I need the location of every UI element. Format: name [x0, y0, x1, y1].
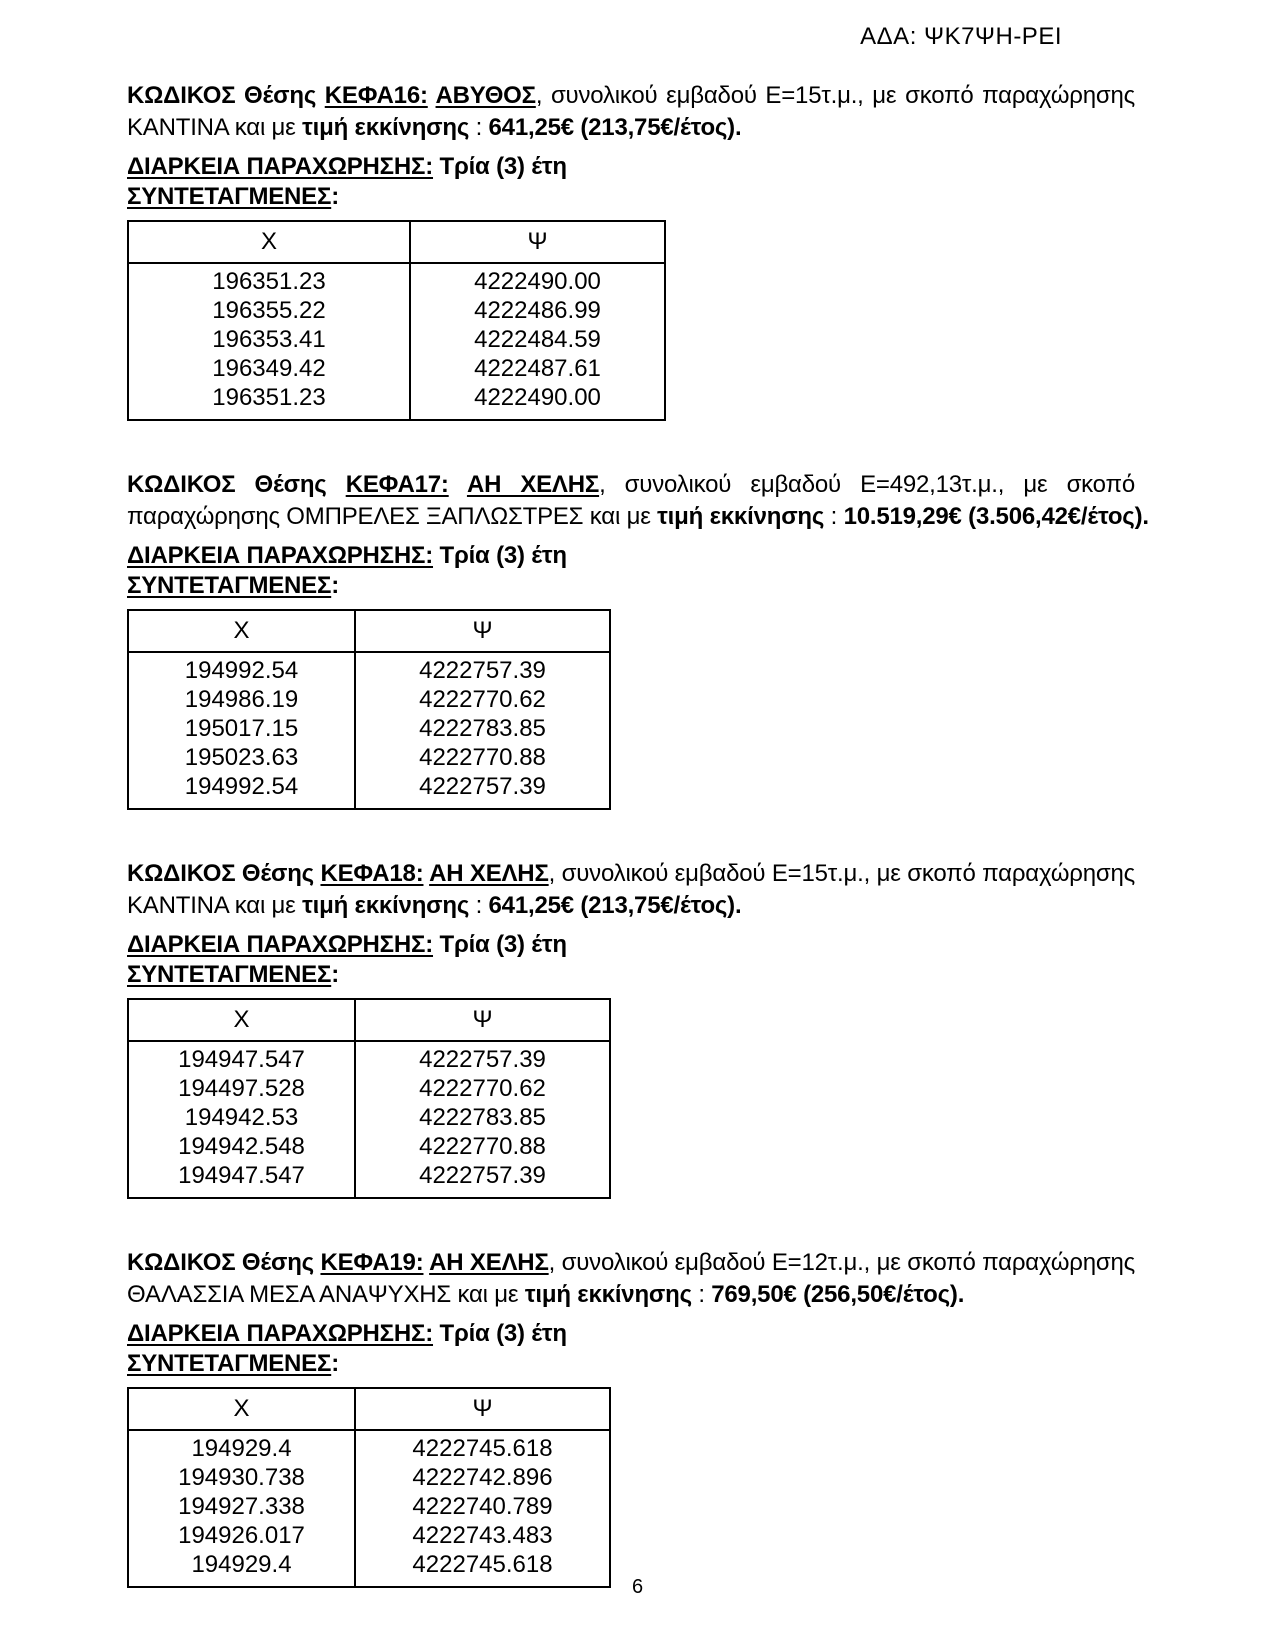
table-row — [128, 1430, 610, 1463]
code-label: ΚΩΔΙΚΟΣ Θέσης — [127, 860, 321, 887]
table-row — [128, 1492, 610, 1521]
coordinates-colon: : — [331, 183, 339, 210]
coordinate-cell: 195017.15 — [128, 714, 355, 743]
coordinate-cell: 194929.4 — [128, 1430, 355, 1463]
coordinates-label-text: ΣΥΝΤΕΤΑΓΜΕΝΕΣ — [127, 572, 332, 599]
coordinate-cell: 4222757.39 — [355, 1041, 610, 1074]
coordinate-cell: 194927.338 — [128, 1492, 355, 1521]
section-heading-line2 — [127, 890, 1135, 922]
coordinates-label — [127, 1349, 1135, 1379]
coordinates-colon: : — [331, 572, 339, 599]
duration-label: ΔΙΑΡΚΕΙΑ ΠΑΡΑΧΩΡΗΣΗΣ: — [127, 542, 434, 569]
table-row — [128, 714, 610, 743]
position-name: ΑΗ ΧΕΛΗΣ — [429, 860, 549, 887]
column-header-x: Χ — [128, 221, 410, 263]
heading-line2-lead: ΚΑΝΤΙΝΑ και με — [127, 892, 303, 919]
coordinate-cell: 4222745.618 — [355, 1550, 610, 1587]
heading-line2-lead: παραχώρησης ΟΜΠΡΕΛΕΣ ΞΑΠΛΩΣΤΡΕΣ και με — [127, 503, 658, 530]
duration-value: Τρία (3) έτη — [433, 153, 567, 180]
coordinate-cell: 194992.54 — [128, 652, 355, 685]
table-row — [128, 1074, 610, 1103]
table-row — [128, 1041, 610, 1074]
table-row — [128, 685, 610, 714]
ada-reference — [127, 24, 1062, 50]
coordinate-cell: 194926.017 — [128, 1521, 355, 1550]
position-code: ΚΕΦΑ18: — [320, 860, 424, 887]
position-name: ΑΒΥΘΟΣ — [435, 82, 536, 109]
coordinate-cell: 4222745.618 — [355, 1430, 610, 1463]
price-separator: : — [469, 114, 489, 141]
page-number: 6 — [631, 1576, 644, 1598]
price-label: τιμή εκκίνησης — [524, 1281, 692, 1308]
section-heading-line2 — [127, 501, 1149, 533]
coordinate-cell: 4222757.39 — [355, 1161, 610, 1198]
coordinate-cell: 4222487.61 — [410, 354, 665, 383]
table-row — [128, 1463, 610, 1492]
heading-line1-tail: , συνολικού εμβαδού Ε=492,13τ.μ., με σκοπό — [599, 471, 1135, 498]
duration-label: ΔΙΑΡΚΕΙΑ ΠΑΡΑΧΩΡΗΣΗΣ: — [127, 153, 434, 180]
coordinate-cell: 4222757.39 — [355, 652, 610, 685]
section-heading-line1 — [127, 469, 1135, 501]
coordinates-table-kefa17 — [127, 609, 611, 810]
position-code: ΚΕΦΑ19: — [320, 1249, 424, 1276]
duration-line — [127, 541, 1135, 571]
coordinate-cell: 4222484.59 — [410, 325, 665, 354]
section-kefa19 — [127, 1247, 1135, 1588]
coordinate-cell: 4222742.896 — [355, 1463, 610, 1492]
table-row — [128, 1132, 610, 1161]
table-row — [128, 1161, 610, 1198]
table-row — [128, 325, 665, 354]
coordinate-cell: 194942.548 — [128, 1132, 355, 1161]
price-separator: : — [824, 503, 844, 530]
table-row — [128, 1103, 610, 1132]
coordinate-cell: 194497.528 — [128, 1074, 355, 1103]
heading-line1-tail: , συνολικού εμβαδού Ε=15τ.μ., με σκοπό παραχώρησης — [535, 82, 1135, 109]
coordinate-cell: 4222770.88 — [355, 1132, 610, 1161]
coordinate-cell: 196355.22 — [128, 296, 410, 325]
duration-value: Τρία (3) έτη — [433, 1320, 567, 1347]
table-row — [128, 1521, 610, 1550]
column-header-x: Χ — [128, 999, 355, 1041]
column-header-x: Χ — [128, 610, 355, 652]
code-label: ΚΩΔΙΚΟΣ Θέσης — [127, 471, 346, 498]
duration-label: ΔΙΑΡΚΕΙΑ ΠΑΡΑΧΩΡΗΣΗΣ: — [127, 1320, 434, 1347]
table-row — [128, 652, 610, 685]
table-row — [128, 354, 665, 383]
coordinate-cell: 4222770.62 — [355, 685, 610, 714]
ada-reference-text: ΑΔΑ: ΨΚ7ΨΗ-ΡΕΙ — [860, 23, 1062, 50]
price-value: 769,50€ (256,50€/έτος). — [711, 1281, 965, 1308]
table-header-row — [128, 999, 610, 1041]
duration-line — [127, 1319, 1135, 1349]
table-header-row — [128, 610, 610, 652]
coordinates-label-text: ΣΥΝΤΕΤΑΓΜΕΝΕΣ — [127, 961, 332, 988]
coordinates-label-text: ΣΥΝΤΕΤΑΓΜΕΝΕΣ — [127, 1350, 332, 1377]
coordinate-cell: 4222490.00 — [410, 263, 665, 296]
table-row — [128, 383, 665, 420]
price-label: τιμή εκκίνησης — [302, 892, 470, 919]
coordinates-label-text: ΣΥΝΤΕΤΑΓΜΕΝΕΣ — [127, 183, 332, 210]
coordinate-cell: 196351.23 — [128, 383, 410, 420]
coordinates-table-kefa16 — [127, 220, 666, 421]
coordinate-cell: 194992.54 — [128, 772, 355, 809]
code-label: ΚΩΔΙΚΟΣ Θέσης — [127, 82, 325, 109]
price-value: 641,25€ (213,75€/έτος). — [488, 114, 742, 141]
price-value: 10.519,29€ (3.506,42€/έτος). — [843, 503, 1149, 530]
section-heading-line1 — [127, 858, 1135, 890]
position-name: ΑΗ ΧΕΛΗΣ — [466, 471, 600, 498]
coordinate-cell: 4222490.00 — [410, 383, 665, 420]
column-header-psi: Ψ — [355, 1388, 610, 1430]
price-value: 641,25€ (213,75€/έτος). — [488, 892, 742, 919]
duration-label: ΔΙΑΡΚΕΙΑ ΠΑΡΑΧΩΡΗΣΗΣ: — [127, 931, 434, 958]
coordinate-cell: 4222783.85 — [355, 714, 610, 743]
coordinate-cell: 194947.547 — [128, 1041, 355, 1074]
coordinate-cell: 194942.53 — [128, 1103, 355, 1132]
coordinate-cell: 4222770.62 — [355, 1074, 610, 1103]
table-header-row — [128, 221, 665, 263]
coordinate-cell: 194986.19 — [128, 685, 355, 714]
section-kefa17 — [127, 469, 1149, 810]
section-heading-line1 — [127, 1247, 1135, 1279]
table-header-row — [128, 1388, 610, 1430]
coordinate-cell: 4222757.39 — [355, 772, 610, 809]
coordinate-cell: 4222740.789 — [355, 1492, 610, 1521]
coordinate-cell: 195023.63 — [128, 743, 355, 772]
section-heading-line1 — [127, 80, 1135, 112]
heading-line1-tail: , συνολικού εμβαδού Ε=15τ.μ., με σκοπό παραχώρησης — [548, 860, 1135, 887]
coordinates-label — [127, 960, 1135, 990]
duration-value: Τρία (3) έτη — [433, 931, 567, 958]
coordinate-cell: 194930.738 — [128, 1463, 355, 1492]
table-row — [128, 772, 610, 809]
section-heading-line2 — [127, 112, 1135, 144]
position-code: ΚΕΦΑ16: — [324, 82, 428, 109]
price-label: τιμή εκκίνησης — [657, 503, 825, 530]
coordinate-cell: 4222486.99 — [410, 296, 665, 325]
coordinates-colon: : — [331, 1350, 339, 1377]
section-heading-line2 — [127, 1279, 1135, 1311]
coordinates-label — [127, 571, 1135, 601]
coordinate-cell: 196353.41 — [128, 325, 410, 354]
coordinate-cell: 4222770.88 — [355, 743, 610, 772]
coordinate-cell: 4222743.483 — [355, 1521, 610, 1550]
coordinates-colon: : — [331, 961, 339, 988]
coordinate-cell: 4222783.85 — [355, 1103, 610, 1132]
position-code: ΚΕΦΑ17: — [345, 471, 449, 498]
price-separator: : — [469, 892, 489, 919]
coordinates-label — [127, 182, 1135, 212]
column-header-psi: Ψ — [355, 999, 610, 1041]
section-kefa16 — [127, 80, 1135, 421]
table-row — [128, 296, 665, 325]
position-name: ΑΗ ΧΕΛΗΣ — [429, 1249, 549, 1276]
column-header-psi: Ψ — [355, 610, 610, 652]
column-header-psi: Ψ — [410, 221, 665, 263]
table-row — [128, 263, 665, 296]
table-row — [128, 743, 610, 772]
coordinate-cell: 196351.23 — [128, 263, 410, 296]
coordinates-table-kefa18 — [127, 998, 611, 1199]
duration-value: Τρία (3) έτη — [433, 542, 567, 569]
code-label: ΚΩΔΙΚΟΣ Θέσης — [127, 1249, 321, 1276]
heading-line1-tail: , συνολικού εμβαδού Ε=12τ.μ., με σκοπό παραχώρησης — [548, 1249, 1135, 1276]
duration-line — [127, 930, 1135, 960]
coordinate-cell: 196349.42 — [128, 354, 410, 383]
section-kefa18 — [127, 858, 1135, 1199]
coordinate-cell: 194947.547 — [128, 1161, 355, 1198]
heading-line2-lead: ΘΑΛΑΣΣΙΑ ΜΕΣΑ ΑΝΑΨΥΧΗΣ και με — [127, 1281, 525, 1308]
heading-line2-lead: ΚΑΝΤΙΝΑ και με — [127, 114, 303, 141]
duration-line — [127, 152, 1135, 182]
column-header-x: Χ — [128, 1388, 355, 1430]
coordinate-cell: 194929.4 — [128, 1550, 355, 1587]
price-separator: : — [691, 1281, 712, 1308]
coordinates-table-kefa19 — [127, 1387, 611, 1588]
price-label: τιμή εκκίνησης — [302, 114, 470, 141]
